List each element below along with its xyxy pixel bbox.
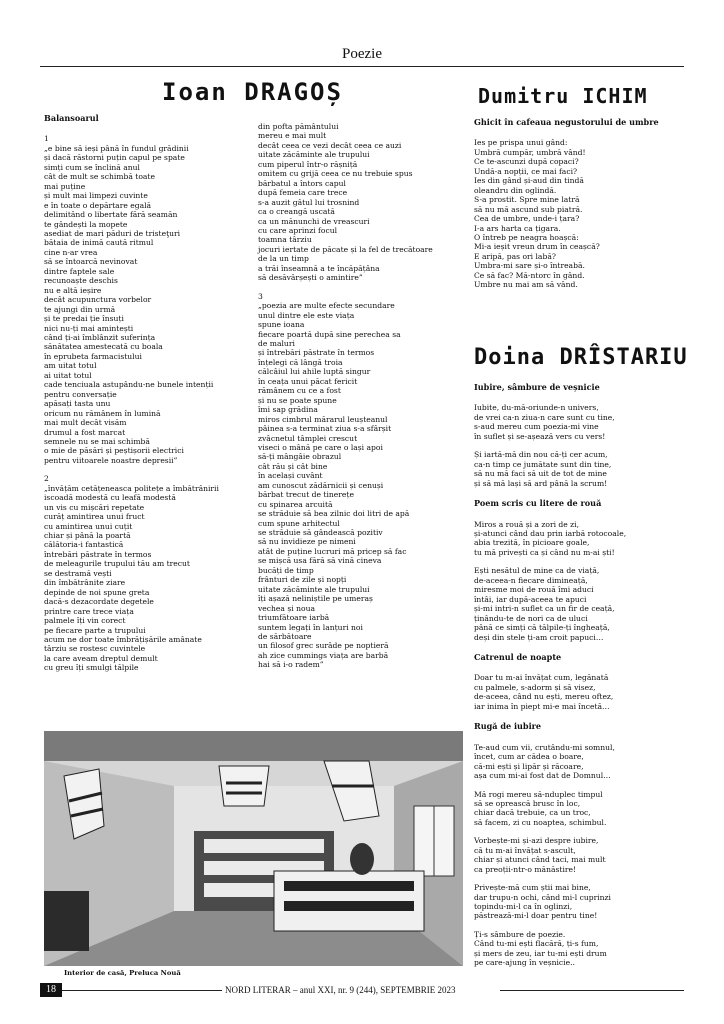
- verse-line: pentru conversație: [44, 389, 117, 399]
- verse-line: bărbatul a întors capul: [258, 178, 346, 188]
- verse-line: o mie de păsări și peștișorii electrici: [44, 446, 184, 456]
- column-dragos-1: [44, 114, 244, 673]
- verse-line: viseci o mână pe care o lași apoi: [258, 442, 383, 452]
- verse-line: încet, cum ar cădea o boare,: [474, 752, 584, 762]
- verse-line: ca preoții-ntr-o mănăstire!: [474, 864, 577, 874]
- verse-line: topindu-mi-l ca în oglinzi,: [474, 902, 573, 912]
- verse-line: frânturi de zile și nopți: [258, 575, 347, 585]
- verse-line: Vorbește-mi și-azi despre iubire,: [474, 836, 599, 846]
- verse-line: Privește-mă cum știi mai bine,: [474, 883, 591, 893]
- verse-line: călătoria-i fantastică: [44, 540, 124, 550]
- verse-line: cu care aprinzi focul: [258, 225, 338, 235]
- stanza-lines: [474, 790, 684, 828]
- verse-line: te ajungi din urmă: [44, 304, 116, 314]
- interior-photo-drawing: [44, 731, 463, 966]
- verse-line: și dacă răstorni puțin capul pe spate: [44, 153, 185, 163]
- verse-line: nu e altă ieșire: [44, 285, 102, 295]
- verse-line: cu greu îți smulgi tălpile: [44, 663, 139, 673]
- verse-line: Ce te-ascunzi după copaci?: [474, 157, 579, 167]
- column-ichim: [474, 118, 684, 290]
- verse-line: să-ți mângâie obrazul: [258, 452, 342, 462]
- verse-line: cade tenciuala astupându-ne bunele intenții: [44, 380, 214, 390]
- verse-line: curăț amintirea unui fruct: [44, 512, 145, 522]
- verse-line: îți așază neliniștile pe umeraș: [258, 594, 373, 604]
- verse-line: cât rău și cât bine: [258, 461, 328, 471]
- verse-line: I-a ars harta ca țigara.: [474, 223, 561, 233]
- verse-line: O întreb pe neagra hoașcă:: [474, 232, 579, 242]
- verse-line: ca-n timp ce jumătate sunt din tine,: [474, 459, 612, 469]
- verse-line: decât acupunctura vorbelor: [44, 295, 152, 305]
- verse-line: cu amintirea unui cuțit: [44, 521, 133, 531]
- column-dristariu: [474, 383, 684, 968]
- verse-line: Miros a rouă și a zori de zi,: [474, 519, 580, 529]
- verse-line: de-aceea-n fiecare dimineață,: [474, 575, 588, 585]
- verse-line: cât de mult se schimbă toate: [44, 172, 155, 182]
- verse-line: abia trezită, în picioare goale,: [474, 538, 590, 548]
- photo-caption: Interior de casă, Preluca Nouă: [64, 969, 181, 977]
- poem-number: 2: [44, 474, 49, 484]
- verse-line: triumfătoare iarbă: [258, 613, 330, 623]
- verse-line: s-aud mereu cum poezia-mi vine: [474, 422, 599, 432]
- poem-title: Balansoarul: [44, 113, 99, 123]
- verse-line: în același cuvânt: [258, 471, 323, 481]
- journal-footer: NORD LITERAR – anul XXI, nr. 9 (244), SEPTEMBRIE 2023: [225, 985, 456, 995]
- verse-line: cu spinarea arcuită: [258, 499, 333, 509]
- verse-line: ca un mănunchi de vreascuri: [258, 216, 370, 226]
- stanza-lines: [474, 138, 684, 289]
- verse-line: cum piperul într-o rășniță: [258, 159, 358, 169]
- verse-line: Ești nesătul de mine ca de viață,: [474, 566, 600, 576]
- verse-line: palmele îți vin corect: [44, 616, 126, 626]
- verse-line: am cunoscut zădărnicii și cenuși: [258, 480, 384, 490]
- verse-line: jocuri iertate de păcate și la fel de trecătoare: [258, 244, 433, 254]
- verse-line: acum ne dor toate îmbrățișările amânate: [44, 635, 202, 645]
- verse-line: „poezia are multe efecte secundare: [258, 301, 395, 311]
- verse-line: Ți-s sâmbure de poezie.: [474, 929, 566, 939]
- verse-line: pentru viitoarele noastre depresii”: [44, 455, 178, 465]
- verse-line: atât de puține lucruri mă pricep să fac: [258, 546, 407, 556]
- verse-line: chiar și atunci când taci, mai mult: [474, 855, 606, 865]
- verse-line: se străduie să bea zilnic doi litri de apă: [258, 509, 410, 519]
- verse-line: și te predai ție însuți: [44, 314, 124, 324]
- verse-line: de maluri: [258, 338, 295, 348]
- verse-line: vechea și noua: [258, 603, 315, 613]
- verse-line: Mi-a ieșit vreun drum în ceașcă?: [474, 242, 600, 252]
- footer-rule-right: [500, 990, 684, 991]
- verse-line: Ies din gând și-aud din tindă: [474, 176, 584, 186]
- verse-line: și nu se poate spune: [258, 395, 337, 405]
- verse-line: Umbra-mi sare și-o întreabă.: [474, 261, 585, 271]
- verse-line: să nu mă ascund sub piatră.: [474, 204, 583, 214]
- verse-line: să nu invidieze pe nimeni: [258, 537, 356, 547]
- verse-line: suntem legați în lanțuri noi: [258, 622, 363, 632]
- verse-line: se străduie să gândească pozitiv: [258, 528, 383, 538]
- verse-line: S-a prostit. Spre mine latră: [474, 195, 580, 205]
- verse-line: Ies pe prispa unui gând:: [474, 138, 568, 148]
- verse-line: mai mult decât visăm: [44, 418, 127, 428]
- verse-line: depinde de noi spune greta: [44, 587, 150, 597]
- verse-line: printre care trece viața: [44, 606, 134, 616]
- verse-line: de-aceea, când nu ești, mereu oftez,: [474, 692, 614, 702]
- verse-line: recunoaște deschis: [44, 276, 118, 286]
- verse-line: e în toate o depărtare egală: [44, 200, 152, 210]
- verse-line: Umbre nu mai am să vând.: [474, 280, 578, 290]
- poem-title: Ghicit în cafeaua negustorului de umbre: [474, 117, 659, 127]
- stanza-lines: [474, 673, 684, 711]
- verse-line: simți cum se înclină anul: [44, 162, 140, 172]
- verse-line: călcâiul lui ahile luptă singur: [258, 367, 371, 377]
- page-number: 18: [40, 983, 62, 997]
- verse-line: sănătatea amestecată cu boala: [44, 342, 163, 352]
- stanza-lines: [474, 520, 684, 558]
- verse-line: rămânem cu ce a fost: [258, 386, 341, 396]
- author-doina-dristariu: Doina DRÎSTARIU: [474, 345, 688, 370]
- verse-line: oleandru din oglindă.: [474, 185, 557, 195]
- stanza-lines: [474, 743, 684, 781]
- verse-line: Cea de umbre, unde-i țara?: [474, 214, 580, 224]
- stanza-lines: [258, 301, 463, 670]
- verse-line: drumul a fost marcat: [44, 427, 126, 437]
- verse-line: miros cimbrul mărarul leușteanul: [258, 414, 388, 424]
- verse-line: de sărbătoare: [258, 632, 312, 642]
- verse-line: și să mă lași să ard până la scrum!: [474, 478, 608, 488]
- verse-line: cine n-ar vrea: [44, 247, 98, 257]
- verse-line: Umbră cumpăr, umbră vând!: [474, 147, 586, 157]
- verse-line: Ce să fac? Mă-ntorc în gând.: [474, 270, 585, 280]
- verse-line: „e bine să ieși până în fundul grădinii: [44, 143, 189, 153]
- verse-line: deși din stele ți-am croit papuci…: [474, 632, 604, 642]
- verse-line: să nu mă faci să uit de tot de mine: [474, 469, 607, 479]
- verse-line: uitate zăcăminte ale trupului: [258, 150, 370, 160]
- verse-line: cu palmele, s-adorm și să visez,: [474, 682, 596, 692]
- verse-line: zvâcnetul tâmplei crescut: [258, 433, 358, 443]
- verse-line: în suflet și se-așează vers cu vers!: [474, 431, 606, 441]
- top-rule: [40, 66, 684, 67]
- verse-line: și-mi intri-n suflet ca un fir de ceață,: [474, 604, 615, 614]
- verse-line: cum spune arhitectul: [258, 518, 340, 528]
- verse-line: de la un timp: [258, 254, 309, 264]
- verse-line: târziu se rostesc cuvintele: [44, 644, 146, 654]
- verse-line: ținându-te de nori ca de uluci: [474, 613, 588, 623]
- verse-line: așa cum mi-ai fost dat de Domnul…: [474, 771, 611, 781]
- verse-line: de meleagurile trupului tău am trecut: [44, 559, 190, 569]
- verse-line: toamna târziu: [258, 235, 312, 245]
- verse-line: te gândești la mopete: [44, 219, 128, 229]
- verse-line: Când tu-mi ești flacără, ți-s fum,: [474, 939, 599, 949]
- verse-line: din îmbătrânite ziare: [44, 578, 126, 588]
- verse-line: fiecare poartă după sine perechea sa: [258, 329, 401, 339]
- verse-line: Te-aud cum vii, crutându-mi somnul,: [474, 742, 615, 752]
- verse-line: să desăvârșești o amintire”: [258, 273, 363, 283]
- poem-title: Catrenul de noapte: [474, 651, 562, 662]
- verse-line: și mult mai limpezi cuvinte: [44, 191, 148, 201]
- poem-title: Poem scris cu litere de rouă: [474, 498, 602, 509]
- footer-rule-left: [62, 990, 222, 991]
- verse-line: a trăi înseamnă a te încăpățâna: [258, 263, 380, 273]
- verse-line: dintre faptele sale: [44, 266, 115, 276]
- verse-line: un vis cu mișcări repetate: [44, 502, 145, 512]
- verse-line: și-atunci când dau prin iarbă rotocoale,: [474, 528, 627, 538]
- verse-line: chiar și până la poartă: [44, 531, 131, 541]
- verse-line: Iubite, du-mă-oriunde-n univers,: [474, 403, 599, 413]
- verse-line: păstrează-mi-l doar pentru tine!: [474, 911, 598, 921]
- verse-line: până ce simți că tălpile-ți îngheață,: [474, 623, 610, 633]
- poem-title: Iubire, sâmbure de veșnicie: [474, 382, 600, 392]
- section-title: Poezie: [342, 46, 382, 62]
- author-ioan-dragos: Ioan DRAGOȘ: [162, 78, 343, 106]
- poem-number: 3: [258, 291, 263, 301]
- verse-line: bătaia de inimă caută ritmul: [44, 238, 154, 248]
- verse-line: întrebări păstrate în termos: [44, 549, 152, 559]
- verse-line: Mă rogi mereu să-nduplec timpul: [474, 789, 603, 799]
- verse-line: la care aveam dreptul demult: [44, 653, 158, 663]
- verse-line: că tu m-ai învățat s-ascult,: [474, 845, 576, 855]
- verse-line: Doar tu m-ai învățat cum, legănată: [474, 673, 609, 683]
- verse-line: după femeia care trece: [258, 188, 348, 198]
- verse-line: iscoadă modestă cu leafă modestă: [44, 493, 176, 503]
- stanza-lines: [474, 930, 684, 968]
- verse-line: pâinea s-a terminat ziua s-a sfârșit: [258, 424, 392, 434]
- verse-line: Și iartă-mă din nou că-ți cer acum,: [474, 450, 608, 460]
- verse-line: tu mă privești ca și când nu m-ai ști!: [474, 547, 615, 557]
- verse-line: ai uitat totul: [44, 370, 92, 380]
- verse-line: uitate zăcăminte ale trupului: [258, 584, 370, 594]
- interior-photo: [44, 731, 463, 966]
- verse-line: „învățăm cetățeneasca politețe a îmbătrânirii: [44, 483, 219, 493]
- verse-line: s-a auzit gâtul lui trosnind: [258, 197, 360, 207]
- verse-line: ca o creangă uscată: [258, 207, 335, 217]
- verse-line: nici nu-ți mai amintești: [44, 323, 134, 333]
- author-dumitru-ichim: Dumitru ICHIM: [478, 84, 648, 108]
- stanza-lines: [474, 450, 684, 488]
- verse-line: miresme moi de rouă îmi aduci: [474, 585, 594, 595]
- verse-line: hai să i-o radem”: [258, 660, 324, 670]
- verse-line: de vrei ca-n ziua-n care sunt cu tine,: [474, 412, 615, 422]
- verse-line: se destramă vești: [44, 568, 112, 578]
- stanza-lines: [474, 883, 684, 921]
- verse-line: un filosof grec surâde pe noptieră: [258, 641, 389, 651]
- verse-line: ah zice cummings viața are barbă: [258, 650, 389, 660]
- verse-line: și întrebări păstrate în termos: [258, 348, 375, 358]
- verse-line: îmi sap grădina: [258, 405, 318, 415]
- verse-line: decât ceea ce vezi decât ceea ce auzi: [258, 140, 402, 150]
- verse-line: pe care-ajung în veșnicie..: [474, 958, 575, 968]
- verse-line: apăsați tasta unu: [44, 399, 111, 409]
- verse-line: bucăți de timp: [258, 565, 314, 575]
- verse-line: când ți-ai îmblânzit suferința: [44, 332, 156, 342]
- verse-line: asediat de mari păduri de tristeţuri: [44, 228, 181, 238]
- verse-line: spune ioana: [258, 320, 305, 330]
- verse-line: pe fiecare parte a trupului: [44, 625, 146, 635]
- verse-line: unul dintre ele este viața: [258, 310, 355, 320]
- stanza-lines: [474, 403, 684, 441]
- stanza-lines: [44, 144, 244, 465]
- verse-line: omitem cu grijă ceea ce nu trebuie spus: [258, 169, 413, 179]
- verse-line: iar inima în piept mi-e mai încetă…: [474, 701, 610, 711]
- verse-line: în ceața unui păcat fericit: [258, 376, 358, 386]
- stanza-lines: [474, 566, 684, 642]
- verse-line: bărbat trecut de tinerețe: [258, 490, 354, 500]
- verse-line: oricum nu rămânem în lumină: [44, 408, 161, 418]
- verse-line: și mers de zeu, iar tu-mi ești drum: [474, 948, 607, 958]
- poem-title: Rugă de iubire: [474, 721, 542, 732]
- verse-line: semnele nu se mai schimbă: [44, 436, 150, 446]
- verse-line: delimitând o libertate fără seamăn: [44, 210, 178, 220]
- verse-line: Undă-a nopții, ce mai faci?: [474, 166, 578, 176]
- verse-line: mereu e mai mult: [258, 131, 327, 141]
- verse-line: din pofta pământului: [258, 122, 339, 131]
- verse-line: dacă-s dezacordate degetele: [44, 597, 154, 607]
- verse-line: să se oprească brusc în loc,: [474, 798, 581, 808]
- verse-line: că-mi ești și lipăr și răcoare,: [474, 761, 584, 771]
- verse-line: am uitat totul: [44, 361, 97, 371]
- stanza-lines: [474, 836, 684, 874]
- stanza-lines: [258, 122, 463, 283]
- column-dragos-2: [258, 122, 463, 670]
- verse-line: se mișcă usa fără să vină cineva: [258, 556, 382, 566]
- verse-line: înțelegi că lângă troia: [258, 357, 343, 367]
- verse-line: E aripă, pas ori labă?: [474, 251, 556, 261]
- verse-line: chiar dacă trebuie, ca un troc,: [474, 808, 591, 818]
- poem-number: 1: [44, 134, 49, 144]
- verse-line: să facem, zi cu noaptea, schimbul.: [474, 817, 607, 827]
- verse-line: în eprubeta farmacistului: [44, 351, 142, 361]
- verse-line: dar trupu-n ochi, când mi-l cuprinzi: [474, 892, 611, 902]
- verse-line: mai puține: [44, 181, 86, 191]
- stanza-lines: [44, 484, 244, 673]
- verse-line: întâi, iar după-aceea te apuci: [474, 594, 587, 604]
- verse-line: să se întoarcă nevinovat: [44, 257, 138, 267]
